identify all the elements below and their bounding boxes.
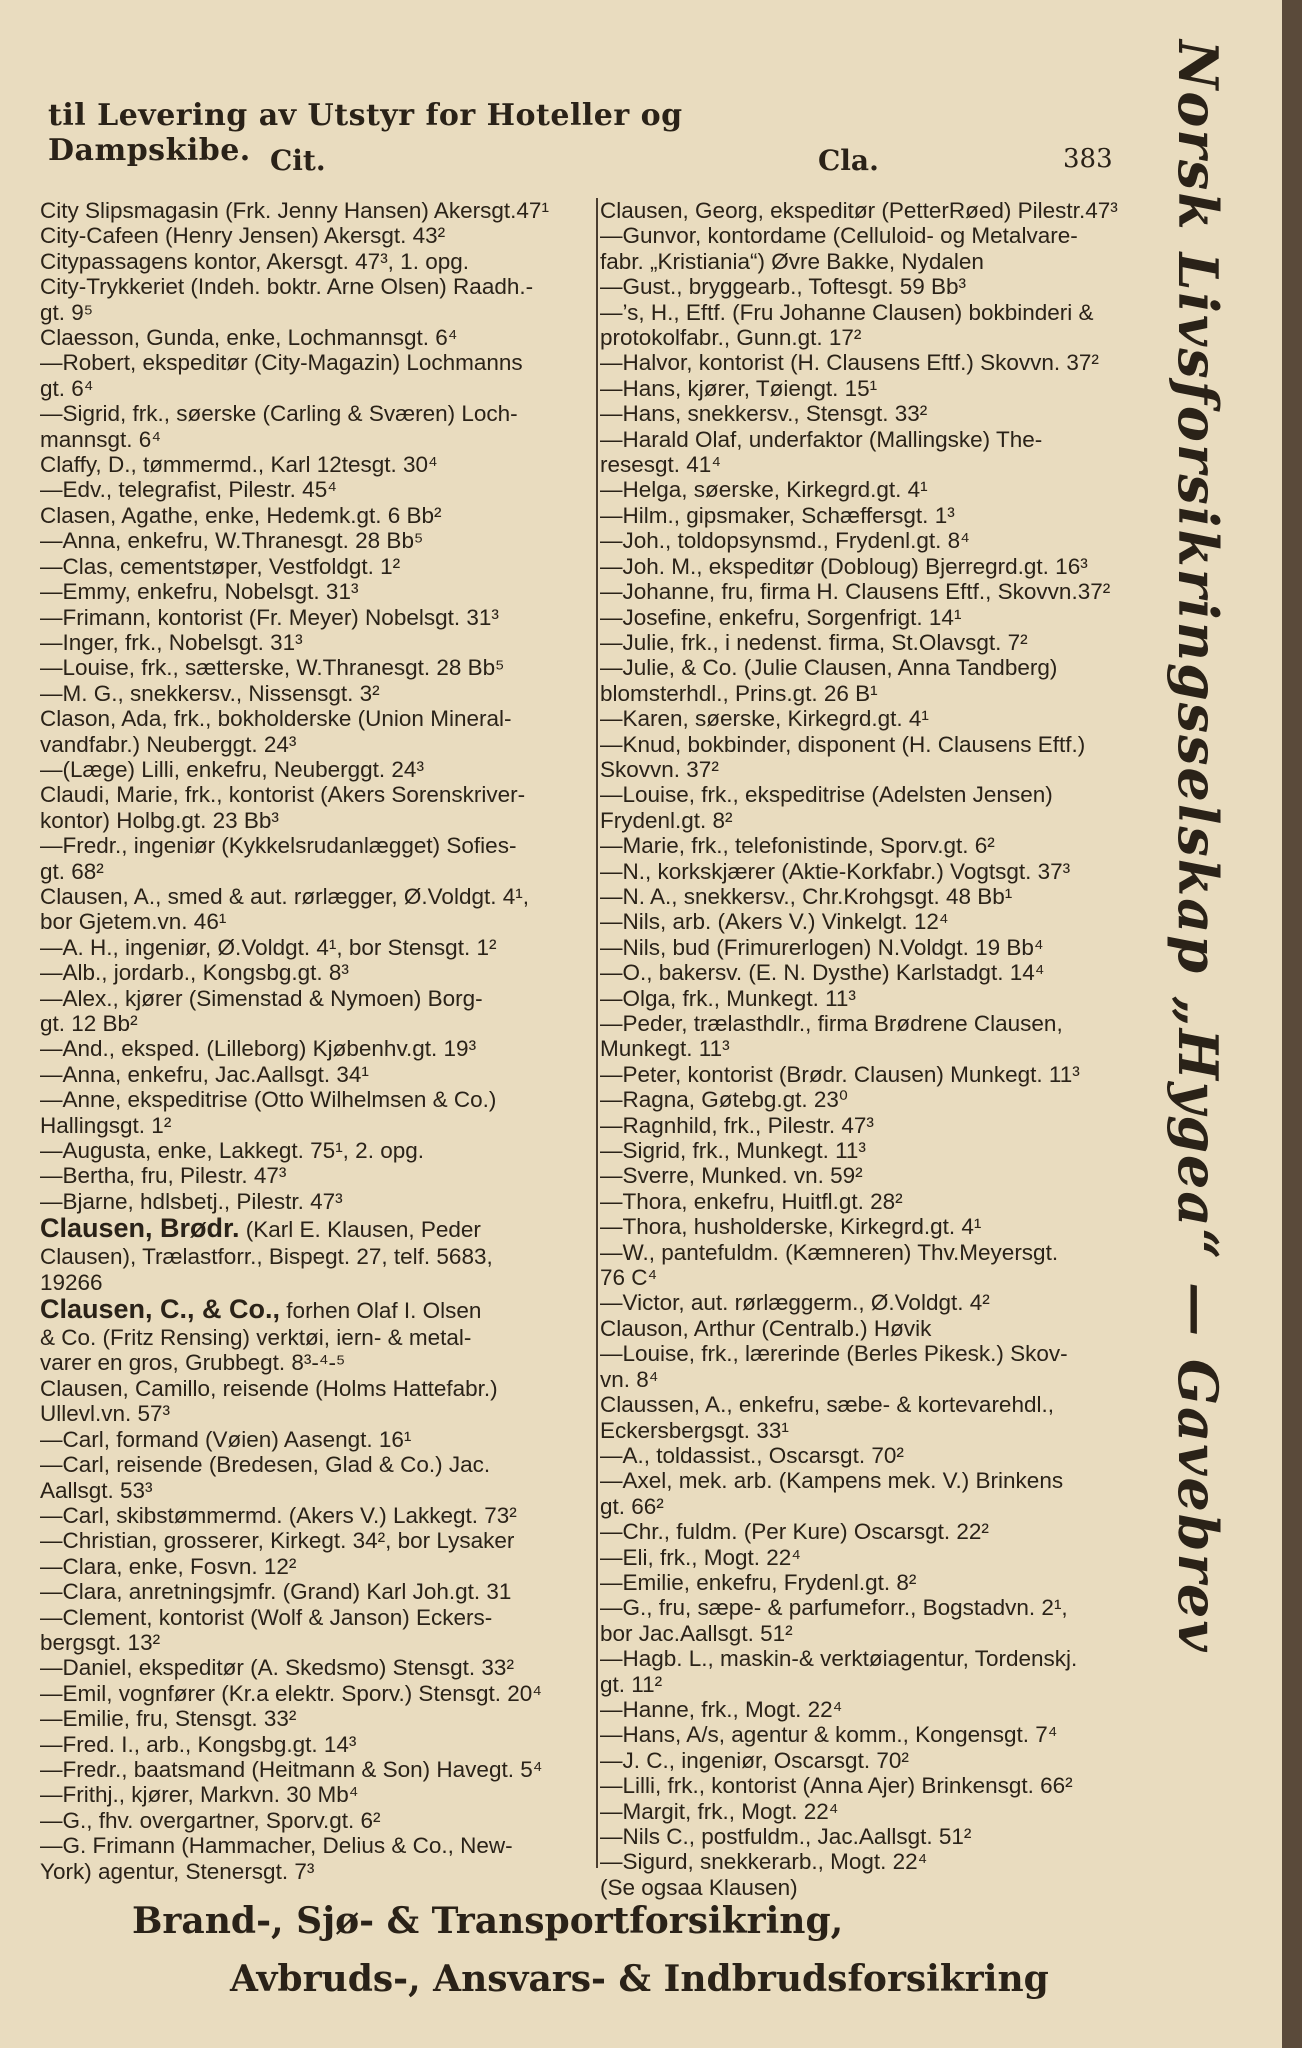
directory-entry-line: vn. 8⁴ xyxy=(600,1366,659,1392)
sidebar-advert xyxy=(1166,40,1250,2000)
directory-entry-line: —Bjarne, hdlsbetj., Pilestr. 47³ xyxy=(40,1188,343,1214)
directory-entry-line: —Hanne, frk., Mogt. 22⁴ xyxy=(600,1696,843,1722)
directory-entry-line: —Johanne, fru, firma H. Clausens Eftf., Skovvn.37² xyxy=(600,579,1111,605)
directory-entry-line: City-Trykkeriet (Indeh. boktr. Arne Olsen) Raadh.- xyxy=(40,274,534,300)
directory-entry-line: Claussen, A., enkefru, sæbe- & kortevarehdl., xyxy=(600,1392,1054,1418)
directory-entry-line: —G., fru, sæpe- & parfumeforr., Bogstadvn. 2¹, xyxy=(600,1595,1068,1621)
directory-entry-line: —Harald Olaf, underfaktor (Mallingske) The- xyxy=(600,426,1043,452)
directory-entry-line: Clason, Ada, frk., bokholderske (Union Mineral- xyxy=(40,706,512,732)
directory-entry-line: gt. 9⁵ xyxy=(40,299,94,325)
directory-entry-line: —Margit, frk., Mogt. 22⁴ xyxy=(600,1798,839,1824)
directory-entry-line: —Helga, søerske, Kirkegrd.gt. 4¹ xyxy=(600,477,928,503)
directory-entry-line: bor Jac.Aallsgt. 51² xyxy=(600,1620,793,1646)
directory-entry-line: —Marie, frk., telefonistinde, Sporv.gt. 6² xyxy=(600,833,995,859)
directory-entry-line: —Frimann, kontorist (Fr. Meyer) Nobelsgt. 31³ xyxy=(40,604,499,630)
directory-entry-line: —Nils, bud (Frimurerlogen) N.Voldgt. 19 Bb⁴ xyxy=(600,934,1044,960)
firm-entry-heading xyxy=(40,1295,595,1325)
directory-entry-line: —Sigrid, frk., Munkegt. 11³ xyxy=(600,1138,866,1164)
directory-entry-line: —Ragnhild, frk., Pilestr. 47³ xyxy=(600,1112,874,1138)
advert-banner: til Levering av Utstyr for Hoteller og Dampskibe. xyxy=(48,98,683,168)
directory-entry-line: —(Læge) Lilli, enkefru, Neuberggt. 24³ xyxy=(40,756,424,782)
directory-entry-line: —Victor, aut. rørlæggerm., Ø.Voldgt. 4² xyxy=(600,1290,990,1316)
directory-entry-line: —Peter, kontorist (Brødr. Clausen) Munkegt. 11³ xyxy=(600,1061,1080,1087)
directory-entry-line: City Slipsmagasin (Frk. Jenny Hansen) Akersgt.47¹ xyxy=(40,198,549,223)
directory-entry-line: Claudi, Marie, frk., kontorist (Akers Sorenskriver- xyxy=(40,782,526,808)
directory-entry-line: Clausen, A., smed & aut. rørlægger, Ø.Voldgt. 4¹, xyxy=(40,883,529,909)
directory-entry-line: Clasen, Agathe, enke, Hedemk.gt. 6 Bb² xyxy=(40,502,442,528)
page-number: 383 xyxy=(1063,144,1113,174)
directory-entry-line: kontor) Holbg.gt. 23 Bb³ xyxy=(40,807,279,833)
directory-entry-line: bor Gjetem.vn. 46¹ xyxy=(40,909,227,935)
directory-entry-line: 76 C⁴ xyxy=(600,1265,658,1291)
directory-entry-line: —W., pantefuldm. (Kæmneren) Thv.Meyersgt. xyxy=(600,1239,1059,1265)
directory-entry-line: Hallingsgt. 1² xyxy=(40,1112,172,1138)
directory-entry-line: —N., korkskjærer (Aktie-Korkfabr.) Vogtsgt. 37³ xyxy=(600,858,1071,884)
directory-entry-line: Clauson, Arthur (Centralb.) Høvik xyxy=(600,1315,932,1341)
directory-entry-line: —Nils, arb. (Akers V.) Vinkelgt. 12⁴ xyxy=(600,909,949,935)
directory-entry-line: —Fredr., ingeniør (Kykkelsrudanlægget) Sofies- xyxy=(40,833,517,859)
directory-entry-line: —Anne, ekspeditrise (Otto Wilhelmsen & Co.) xyxy=(40,1087,497,1113)
directory-entry-line: —Daniel, ekspeditør (A. Skedsmo) Stensgt. 33² xyxy=(40,1655,514,1681)
directory-entry-line: Clausen, Camillo, reisende (Holms Hattefabr.) xyxy=(40,1375,498,1401)
directory-entry-line: —Thora, husholderske, Kirkegrd.gt. 4¹ xyxy=(600,1214,982,1240)
directory-entry-line: —And., eksped. (Lilleborg) Kjøbenhv.gt. 19³ xyxy=(40,1036,477,1062)
directory-entry-line: gt. 6⁴ xyxy=(40,375,94,401)
directory-entry-line: —Louise, frk., sætterske, W.Thranesgt. 28 Bb⁵ xyxy=(40,655,505,681)
firm-name: Clausen, Brødr. xyxy=(40,1213,240,1244)
directory-entry-line: —G., fhv. overgartner, Sporv.gt. 6² xyxy=(40,1807,381,1833)
directory-entry-line: —Clara, anretningsjmfr. (Grand) Karl Joh.gt. 31 xyxy=(40,1579,512,1605)
right-column xyxy=(600,198,1162,1900)
directory-entry-line: Claesson, Gunda, enke, Lochmannsgt. 6⁴ xyxy=(40,325,458,351)
column-divider xyxy=(596,198,598,1868)
directory-entry-line: —Anna, enkefru, W.Thranesgt. 28 Bb⁵ xyxy=(40,528,424,554)
directory-entry-line: —Hans, kjører, Tøiengt. 15¹ xyxy=(600,375,878,401)
directory-entry-line: —Emilie, enkefru, Frydenl.gt. 8² xyxy=(600,1569,917,1595)
directory-entry-line: —Augusta, enke, Lakkegt. 75¹, 2. opg. xyxy=(40,1138,424,1164)
directory-entry-line: —Thora, enkefru, Huitfl.gt. 28² xyxy=(600,1188,903,1214)
directory-entry-line: —Carl, skibstømmermd. (Akers V.) Lakkegt. 73² xyxy=(40,1502,517,1528)
directory-entry-line: —Julie, frk., i nedenst. firma, St.Olavsgt. 7² xyxy=(600,629,1028,655)
directory-entry-line: —Fredr., baatsmand (Heitmann & Son) Havegt. 5⁴ xyxy=(40,1756,543,1782)
directory-entry-line: Aallsgt. 53³ xyxy=(40,1477,153,1503)
directory-entry-line: Citypassagens kontor, Akersgt. 47³, 1. opg. xyxy=(40,248,469,274)
directory-entry-line: bergsgt. 13² xyxy=(40,1629,161,1655)
directory-entry-line: —Gust., bryggearb., Toftesgt. 59 Bb³ xyxy=(600,274,967,300)
directory-entry-line: —Knud, bokbinder, disponent (H. Clausens Eftf.) xyxy=(600,731,1086,757)
directory-entry-line: —N. A., snekkersv., Chr.Krohgsgt. 48 Bb¹ xyxy=(600,883,1013,909)
directory-entry-line: —Josefine, enkefru, Sorgenfrigt. 14¹ xyxy=(600,604,962,630)
directory-entry-line: Clausen, Georg, ekspeditør (PetterRøed) Pilestr.47³ xyxy=(600,198,1118,223)
footer-advert-line2: Avbruds-, Ansvars- & Indbrudsforsikring xyxy=(230,1958,1049,2000)
directory-entry-line: —Anna, enkefru, Jac.Aallsgt. 34¹ xyxy=(40,1061,369,1087)
directory-entry-line: —Alex., kjører (Simenstad & Nymoen) Borg- xyxy=(40,985,483,1011)
directory-entry-line: (Se ogsaa Klausen) xyxy=(600,1874,798,1900)
directory-entry-line: —Inger, frk., Nobelsgt. 31³ xyxy=(40,629,303,655)
directory-entry-line: —Sigrid, frk., søerske (Carling & Sværen) Loch- xyxy=(40,401,518,427)
directory-entry-line: —Chr., fuldm. (Per Kure) Oscarsgt. 22² xyxy=(600,1519,989,1545)
directory-entry-line: fabr. „Kristiania“) Øvre Bakke, Nydalen xyxy=(600,248,984,274)
directory-entry-line: —Gunvor, kontordame (Celluloid- og Metalvare- xyxy=(600,223,1078,249)
header-mid: Cla. xyxy=(818,144,879,177)
directory-entry-line: —Frithj., kjører, Markvn. 30 Mb⁴ xyxy=(40,1782,359,1808)
directory-entry-line: —Halvor, kontorist (H. Clausens Eftf.) Skovvn. 37² xyxy=(600,350,1099,376)
directory-entry-line: —Sigurd, snekkerarb., Mogt. 22⁴ xyxy=(600,1849,928,1875)
directory-entry-line: —Julie, & Co. (Julie Clausen, Anna Tandberg) xyxy=(600,655,1058,681)
directory-entry-line: Eckersbergsgt. 33¹ xyxy=(600,1417,789,1443)
firm-details: (Karl E. Klausen, Peder xyxy=(239,1217,481,1243)
directory-entry-line: protokolfabr., Gunn.gt. 17² xyxy=(600,325,862,351)
directory-entry-line: —Clara, enke, Fosvn. 12² xyxy=(40,1553,297,1579)
directory-entry-line: —Fred. I., arb., Kongsbg.gt. 14³ xyxy=(40,1731,357,1757)
directory-entry-line: —Robert, ekspeditør (City-Magazin) Lochmanns xyxy=(40,350,523,376)
footer-advert-line1: Brand-, Sjø- & Transportforsikring, xyxy=(132,1900,844,1942)
firm-details: forhen Olaf I. Olsen xyxy=(280,1298,482,1324)
directory-entry-line: —Nils C., postfuldm., Jac.Aallsgt. 51² xyxy=(600,1824,972,1849)
directory-entry-line: —Alb., jordarb., Kongsbg.gt. 8³ xyxy=(40,960,349,986)
directory-entry-line: —Emil, vognfører (Kr.a elektr. Sporv.) Stensgt. 20⁴ xyxy=(40,1680,542,1706)
directory-entry-line: —Bertha, fru, Pilestr. 47³ xyxy=(40,1163,287,1189)
directory-entry-line: York) agentur, Stenersgt. 7³ xyxy=(40,1858,315,1884)
directory-entry-line: —Hagb. L., maskin-& verktøiagentur, Tordenskj. xyxy=(600,1646,1078,1672)
firm-entry-heading xyxy=(40,1214,595,1244)
directory-entry-line: gt. 12 Bb² xyxy=(40,1011,138,1036)
directory-entry-line: varer en gros, Grubbegt. 8³-⁴-⁵ xyxy=(40,1350,346,1376)
directory-entry-line: —Peder, trælasthdlr., firma Brødrene Clausen, xyxy=(600,1011,1063,1036)
directory-entry-line: —Clement, kontorist (Wolf & Janson) Eckers- xyxy=(40,1604,493,1630)
directory-entry-line: —Lilli, frk., kontorist (Anna Ajer) Brinkensgt. 66² xyxy=(600,1773,1073,1799)
directory-entry-line: —Axel, mek. arb. (Kampens mek. V.) Brinkens xyxy=(600,1468,1064,1494)
directory-entry-line: —Hilm., gipsmaker, Schæffersgt. 1³ xyxy=(600,502,955,528)
directory-entry-line: —Olga, frk., Munkegt. 11³ xyxy=(600,985,856,1011)
directory-entry-line: —O., bakersv. (E. N. Dysthe) Karlstadgt. 14⁴ xyxy=(600,960,1045,986)
directory-entry-line: —Clas, cementstøper, Vestfoldgt. 1² xyxy=(40,553,401,579)
directory-entry-line: mannsgt. 6⁴ xyxy=(40,426,161,452)
directory-entry-line: Frydenl.gt. 8² xyxy=(600,807,733,833)
directory-entry-line: Skovvn. 37² xyxy=(600,756,719,782)
directory-entry-line: —’s, H., Eftf. (Fru Johanne Clausen) bokbinderi & xyxy=(600,299,1094,325)
directory-entry-line: —A. H., ingeniør, Ø.Voldgt. 4¹, bor Stensgt. 1² xyxy=(40,934,497,960)
directory-entry-line: —Carl, reisende (Bredesen, Glad & Co.) Jac. xyxy=(40,1452,491,1478)
directory-entry-line: —Hans, A/s, agentur & komm., Kongensgt. 7⁴ xyxy=(600,1722,1058,1748)
directory-entry-line: resesgt. 41⁴ xyxy=(600,452,721,478)
directory-entry-line: vandfabr.) Neuberggt. 24³ xyxy=(40,731,297,757)
directory-entry-line: & Co. (Fritz Rensing) verktøi, iern- & metal- xyxy=(40,1325,472,1351)
directory-entry-line: —Carl, formand (Vøien) Aasengt. 16¹ xyxy=(40,1426,412,1452)
directory-entry-line: Clausen), Trælastforr., Bispegt. 27, telf. 5683, xyxy=(40,1244,493,1270)
directory-entry-line: —Emmy, enkefru, Nobelsgt. 31³ xyxy=(40,579,359,605)
firm-name: Clausen, C., & Co., xyxy=(40,1294,281,1325)
directory-entry-line: —Sverre, Munked. vn. 59² xyxy=(600,1163,863,1189)
directory-entry-line: gt. 11² xyxy=(600,1671,663,1697)
header-left: Cit. xyxy=(270,144,326,177)
directory-entry-line: Claffy, D., tømmermd., Karl 12tesgt. 30⁴ xyxy=(40,452,438,478)
directory-entry-line: —Joh., toldopsynsmd., Frydenl.gt. 8⁴ xyxy=(600,528,970,554)
left-column xyxy=(40,198,595,1884)
directory-entry-line: —Louise, frk., lærerinde (Berles Pikesk.) Skov- xyxy=(600,1341,1068,1367)
directory-entry-line: gt. 66² xyxy=(600,1493,664,1519)
directory-entry-line: —A., toldassist., Oscarsgt. 70² xyxy=(600,1442,904,1468)
directory-entry-line: —Joh. M., ekspeditør (Dobloug) Bjerregrd.gt. 16³ xyxy=(600,553,1088,579)
directory-entry-line: —G. Frimann (Hammacher, Delius & Co., New- xyxy=(40,1833,513,1859)
directory-entry-line: gt. 68² xyxy=(40,858,104,884)
directory-entry-line: —J. C., ingeniør, Oscarsgt. 70² xyxy=(600,1747,909,1773)
directory-entry-line: City-Cafeen (Henry Jensen) Akersgt. 43² xyxy=(40,223,446,249)
directory-entry-line: —M. G., snekkersv., Nissensgt. 3² xyxy=(40,680,380,706)
directory-entry-line: —Edv., telegrafist, Pilestr. 45⁴ xyxy=(40,477,337,503)
directory-entry-line: —Karen, søerske, Kirkegrd.gt. 4¹ xyxy=(600,706,929,732)
sidebar-advert-text: Norsk Livsforsikringsselskap „Hygea“ — Gavebrev xyxy=(1166,40,1230,1654)
directory-entry-line: —Emilie, fru, Stensgt. 33² xyxy=(40,1706,297,1732)
directory-entry-line: —Christian, grosserer, Kirkegt. 34², bor Lysaker xyxy=(40,1528,515,1554)
directory-entry-line: —Ragna, Gøtebg.gt. 23⁰ xyxy=(600,1087,848,1113)
directory-entry-line: Ullevl.vn. 57³ xyxy=(40,1401,171,1427)
directory-entry-line: —Hans, snekkersv., Stensgt. 33² xyxy=(600,401,928,427)
directory-entry-line: blomsterhdl., Prins.gt. 26 B¹ xyxy=(600,680,878,706)
directory-entry-line: —Louise, frk., ekspeditrise (Adelsten Jensen) xyxy=(600,782,1053,808)
directory-entry-line: 19266 xyxy=(40,1269,103,1295)
directory-entry-line: Munkegt. 11³ xyxy=(600,1036,730,1062)
directory-entry-line: —Eli, frk., Mogt. 22⁴ xyxy=(600,1544,801,1570)
